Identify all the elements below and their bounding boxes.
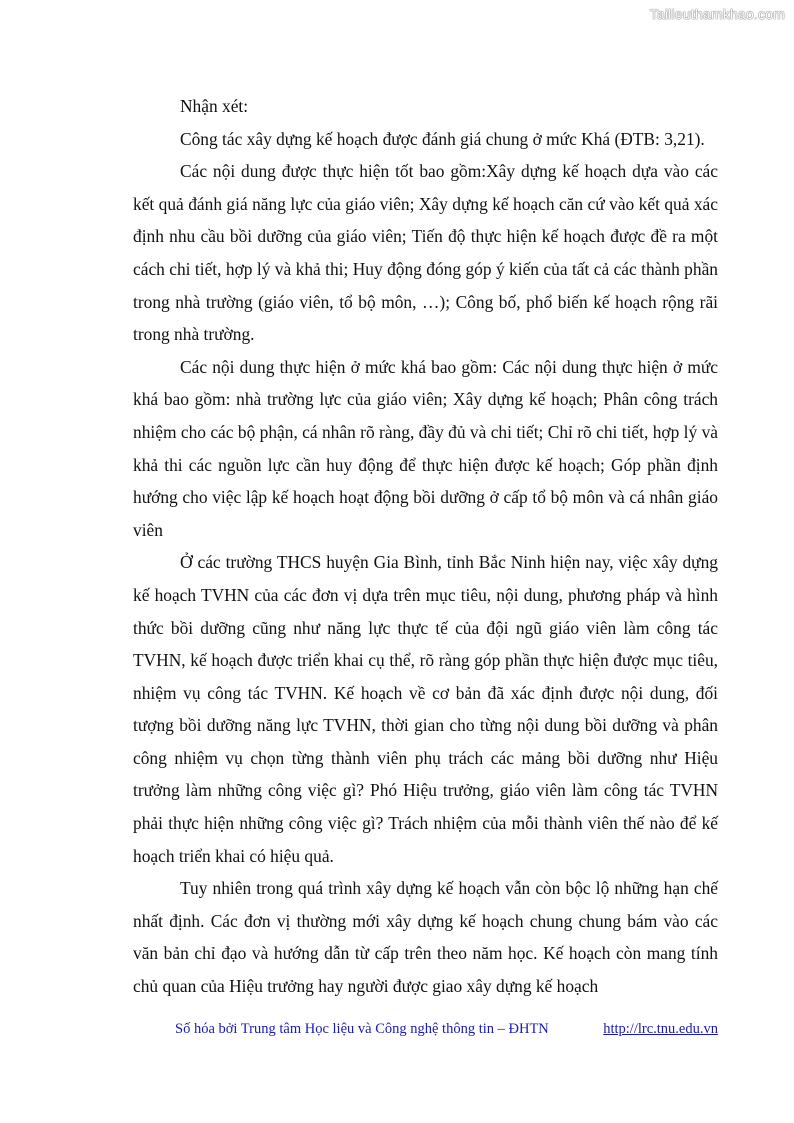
paragraph-gia-binh-schools: Ở các trường THCS huyện Gia Bình, tỉnh Bắc Ninh hiện nay, việc xây dựng kế hoạch TVHN của các đơn vị dựa trên mục tiêu, nội dung, phương pháp và hình thức bồi dưỡng cũng như năng lực thực tế của đội ngũ giáo viên làm công tác TVHN, kế hoạch được triển khai cụ thể, rõ ràng góp phần thực hiện được mục tiêu, nhiệm vụ công tác TVHN. Kế hoạch về cơ bản đã xác định được nội dung, đối tượng bồi dưỡng năng lực TVHN, thời gian cho từng nội dung bồi dưỡng và phân công nhiệm vụ chọn từng thành viên phụ trách các mảng bồi dưỡng như Hiệu trưởng làm những công việc gì? Phó Hiệu trưởng, giáo viên làm công tác TVHN phải thực hiện những công việc gì? Trách nhiệm của mỗi thành viên thế nào để kế hoạch triển khai có hiệu quả.	[133, 552, 718, 866]
paragraph-limitations: Tuy nhiên trong quá trình xây dựng kế hoạch vẫn còn bộc lộ những hạn chế nhất định. Các đơn vị thường mới xây dựng kế hoạch chung chung bám vào các văn bản chỉ đạo và hướng dẫn từ cấp trên theo năm học. Kế hoạch còn mang tính chủ quan của Hiệu trưởng hay người được giao xây dựng kế hoạch	[133, 878, 718, 997]
document-body	[133, 90, 718, 1003]
paragraph-remark-heading: Nhận xét:	[180, 96, 249, 116]
paragraph-overall-assessment: Công tác xây dựng kế hoạch được đánh giá chung ở mức Khá (ĐTB: 3,21).	[180, 128, 705, 149]
watermark-text: Tailieuthamkhao.com	[649, 6, 785, 22]
footer-url-link[interactable]: http://lrc.tnu.edu.vn	[603, 1021, 718, 1037]
paragraph-good-items: Các nội dung được thực hiện tốt bao gồm:Xây dựng kế hoạch dựa vào các kết quả đánh giá năng lực của giáo viên; Xây dựng kế hoạch căn cứ vào kết quả xác định nhu cầu bồi dưỡng của giáo viên; Tiến độ thực hiện kế hoạch được đề ra một cách chi tiết, hợp lý và khả thi; Huy động đóng góp ý kiến của tất cả các thành phần trong nhà trường (giáo viên, tổ bộ môn, …); Công bố, phổ biến kế hoạch rộng rãi trong nhà trường.	[133, 161, 718, 345]
paragraph-fair-items: Các nội dung thực hiện ở mức khá bao gồm: Các nội dung thực hiện ở mức khá bao gồm: nhà trường lực của giáo viên; Xây dựng kế hoạch; Phân công trách nhiệm cho các bộ phận, cá nhân rõ ràng, đầy đủ và chi tiết; Chỉ rõ chi tiết, hợp lý và khả thi các nguồn lực cần huy động để thực hiện được kế hoạch; Góp phần định hướng cho việc lập kế hoạch hoạt động bồi dưỡng ở cấp tổ bộ môn và cá nhân giáo viên	[133, 356, 718, 540]
footer-digitized-by: Số hóa bởi Trung tâm Học liệu và Công nghệ thông tin – ĐHTN	[175, 1021, 549, 1037]
